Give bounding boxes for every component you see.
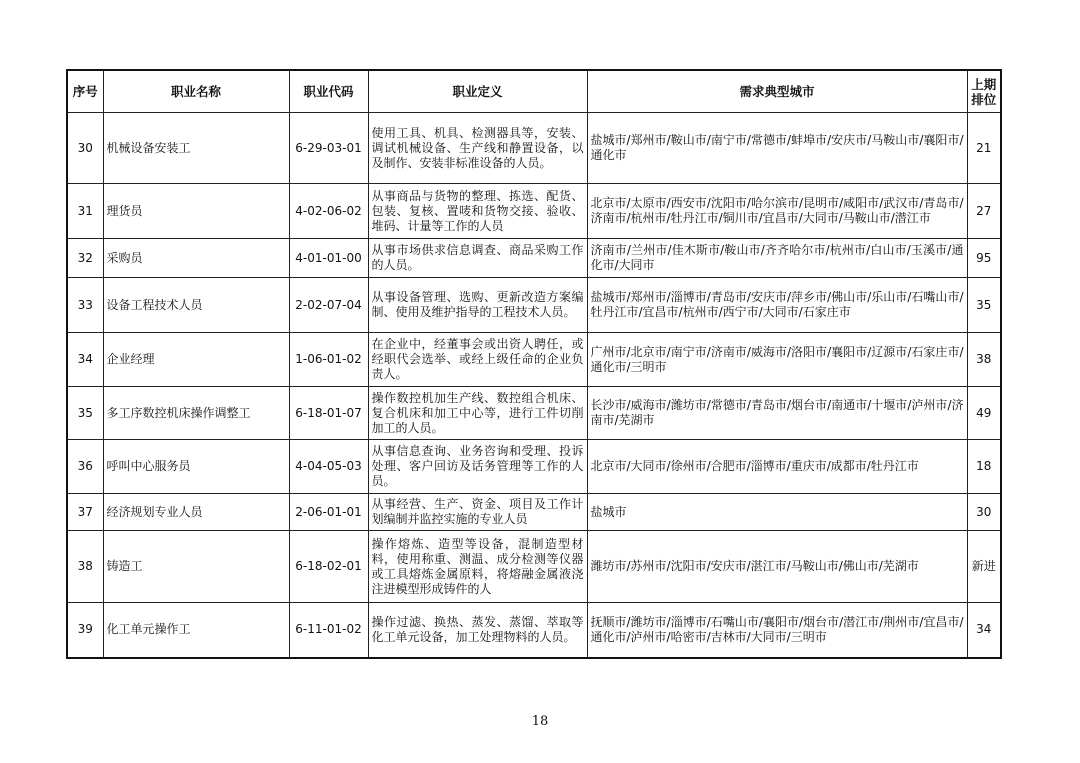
row-occupation-code: 2-02-07-04 bbox=[289, 278, 368, 333]
row-index: 33 bbox=[67, 278, 103, 333]
row-cities: 北京市/太原市/西安市/沈阳市/哈尔滨市/昆明市/咸阳市/武汉市/青岛市/济南市/杭州市/牡丹江市/铜川市/宜昌市/大同市/马鞍山市/潜江市 bbox=[587, 184, 967, 239]
row-occupation-name: 机械设备安装工 bbox=[103, 113, 289, 184]
header-name: 职业名称 bbox=[103, 70, 289, 113]
table-row bbox=[67, 184, 1001, 239]
row-occupation-code: 4-04-05-03 bbox=[289, 440, 368, 494]
row-rank: 49 bbox=[967, 387, 1001, 440]
row-rank: 95 bbox=[967, 239, 1001, 278]
table-header bbox=[67, 70, 1001, 113]
row-index: 34 bbox=[67, 333, 103, 387]
row-occupation-code: 6-29-03-01 bbox=[289, 113, 368, 184]
header-definition: 职业定义 bbox=[368, 70, 587, 113]
row-index: 30 bbox=[67, 113, 103, 184]
row-cities: 盐城市/郑州市/淄博市/青岛市/安庆市/萍乡市/佛山市/乐山市/石嘴山市/牡丹江市/宜昌市/杭州市/西宁市/大同市/石家庄市 bbox=[587, 278, 967, 333]
row-index: 31 bbox=[67, 184, 103, 239]
row-occupation-code: 2-06-01-01 bbox=[289, 494, 368, 531]
occupation-table bbox=[66, 69, 1002, 659]
row-definition: 从事商品与货物的整理、拣选、配货、包装、复核、置唛和货物交接、验收、堆码、计量等工作的人员 bbox=[368, 184, 587, 239]
table-row bbox=[67, 113, 1001, 184]
row-definition: 使用工具、机具、检测器具等，安装、调试机械设备、生产线和静置设备，以及制作、安装非标准设备的人员。 bbox=[368, 113, 587, 184]
table-row bbox=[67, 239, 1001, 278]
row-cities: 盐城市 bbox=[587, 494, 967, 531]
row-definition: 在企业中，经董事会或出资人聘任，或经职代会选举、或经上级任命的企业负责人。 bbox=[368, 333, 587, 387]
row-rank: 新进 bbox=[967, 531, 1001, 603]
row-index: 38 bbox=[67, 531, 103, 603]
table-row bbox=[67, 531, 1001, 603]
table-row bbox=[67, 333, 1001, 387]
row-occupation-name: 化工单元操作工 bbox=[103, 603, 289, 658]
row-occupation-name: 多工序数控机床操作调整工 bbox=[103, 387, 289, 440]
row-occupation-name: 理货员 bbox=[103, 184, 289, 239]
header-index: 序号 bbox=[67, 70, 103, 113]
row-cities: 抚顺市/潍坊市/淄博市/石嘴山市/襄阳市/烟台市/潜江市/荆州市/宜昌市/通化市/泸州市/哈密市/吉林市/大同市/三明市 bbox=[587, 603, 967, 658]
page-number: 18 bbox=[531, 714, 549, 729]
row-occupation-name: 呼叫中心服务员 bbox=[103, 440, 289, 494]
row-definition: 操作过滤、换热、蒸发、蒸馏、萃取等化工单元设备，加工处理物料的人员。 bbox=[368, 603, 587, 658]
row-rank: 21 bbox=[967, 113, 1001, 184]
row-rank: 38 bbox=[967, 333, 1001, 387]
table-body bbox=[67, 113, 1001, 658]
row-rank: 18 bbox=[967, 440, 1001, 494]
header-rank: 上期排位 bbox=[967, 70, 1001, 113]
row-occupation-code: 4-01-01-00 bbox=[289, 239, 368, 278]
header-code: 职业代码 bbox=[289, 70, 368, 113]
header-cities: 需求典型城市 bbox=[587, 70, 967, 113]
row-cities: 盐城市/郑州市/鞍山市/南宁市/常德市/蚌埠市/安庆市/马鞍山市/襄阳市/通化市 bbox=[587, 113, 967, 184]
row-rank: 34 bbox=[967, 603, 1001, 658]
row-index: 39 bbox=[67, 603, 103, 658]
table-row bbox=[67, 278, 1001, 333]
row-definition: 操作数控机加生产线、数控组合机床、复合机床和加工中心等，进行工件切削加工的人员。 bbox=[368, 387, 587, 440]
table-row bbox=[67, 494, 1001, 531]
table-row bbox=[67, 387, 1001, 440]
row-cities: 广州市/北京市/南宁市/济南市/威海市/洛阳市/襄阳市/辽源市/石家庄市/通化市/三明市 bbox=[587, 333, 967, 387]
row-occupation-name: 采购员 bbox=[103, 239, 289, 278]
row-occupation-name: 铸造工 bbox=[103, 531, 289, 603]
row-definition: 从事信息查询、业务咨询和受理、投诉处理、客户回访及话务管理等工作的人员。 bbox=[368, 440, 587, 494]
row-occupation-code: 1-06-01-02 bbox=[289, 333, 368, 387]
row-index: 32 bbox=[67, 239, 103, 278]
row-occupation-name: 设备工程技术人员 bbox=[103, 278, 289, 333]
row-index: 36 bbox=[67, 440, 103, 494]
row-occupation-code: 4-02-06-02 bbox=[289, 184, 368, 239]
row-cities: 长沙市/威海市/潍坊市/常德市/青岛市/烟台市/南通市/十堰市/泸州市/济南市/芜湖市 bbox=[587, 387, 967, 440]
row-occupation-code: 6-11-01-02 bbox=[289, 603, 368, 658]
row-cities: 北京市/大同市/徐州市/合肥市/淄博市/重庆市/成都市/牡丹江市 bbox=[587, 440, 967, 494]
row-definition: 操作熔炼、造型等设备，混制造型材料，使用称重、测温、成分检测等仪器或工具熔炼金属原料，将熔融金属液浇注进模型形成铸件的人 bbox=[368, 531, 587, 603]
table-row bbox=[67, 440, 1001, 494]
row-occupation-code: 6-18-01-07 bbox=[289, 387, 368, 440]
row-occupation-name: 企业经理 bbox=[103, 333, 289, 387]
row-rank: 30 bbox=[967, 494, 1001, 531]
row-occupation-code: 6-18-02-01 bbox=[289, 531, 368, 603]
row-cities: 济南市/兰州市/佳木斯市/鞍山市/齐齐哈尔市/杭州市/白山市/玉溪市/通化市/大同市 bbox=[587, 239, 967, 278]
row-rank: 35 bbox=[967, 278, 1001, 333]
row-rank: 27 bbox=[967, 184, 1001, 239]
row-definition: 从事经营、生产、资金、项目及工作计划编制并监控实施的专业人员 bbox=[368, 494, 587, 531]
row-definition: 从事市场供求信息调查、商品采购工作的人员。 bbox=[368, 239, 587, 278]
row-cities: 潍坊市/苏州市/沈阳市/安庆市/湛江市/马鞍山市/佛山市/芜湖市 bbox=[587, 531, 967, 603]
row-index: 37 bbox=[67, 494, 103, 531]
row-index: 35 bbox=[67, 387, 103, 440]
table-row bbox=[67, 603, 1001, 658]
row-occupation-name: 经济规划专业人员 bbox=[103, 494, 289, 531]
row-definition: 从事设备管理、选购、更新改造方案编制、使用及维护指导的工程技术人员。 bbox=[368, 278, 587, 333]
